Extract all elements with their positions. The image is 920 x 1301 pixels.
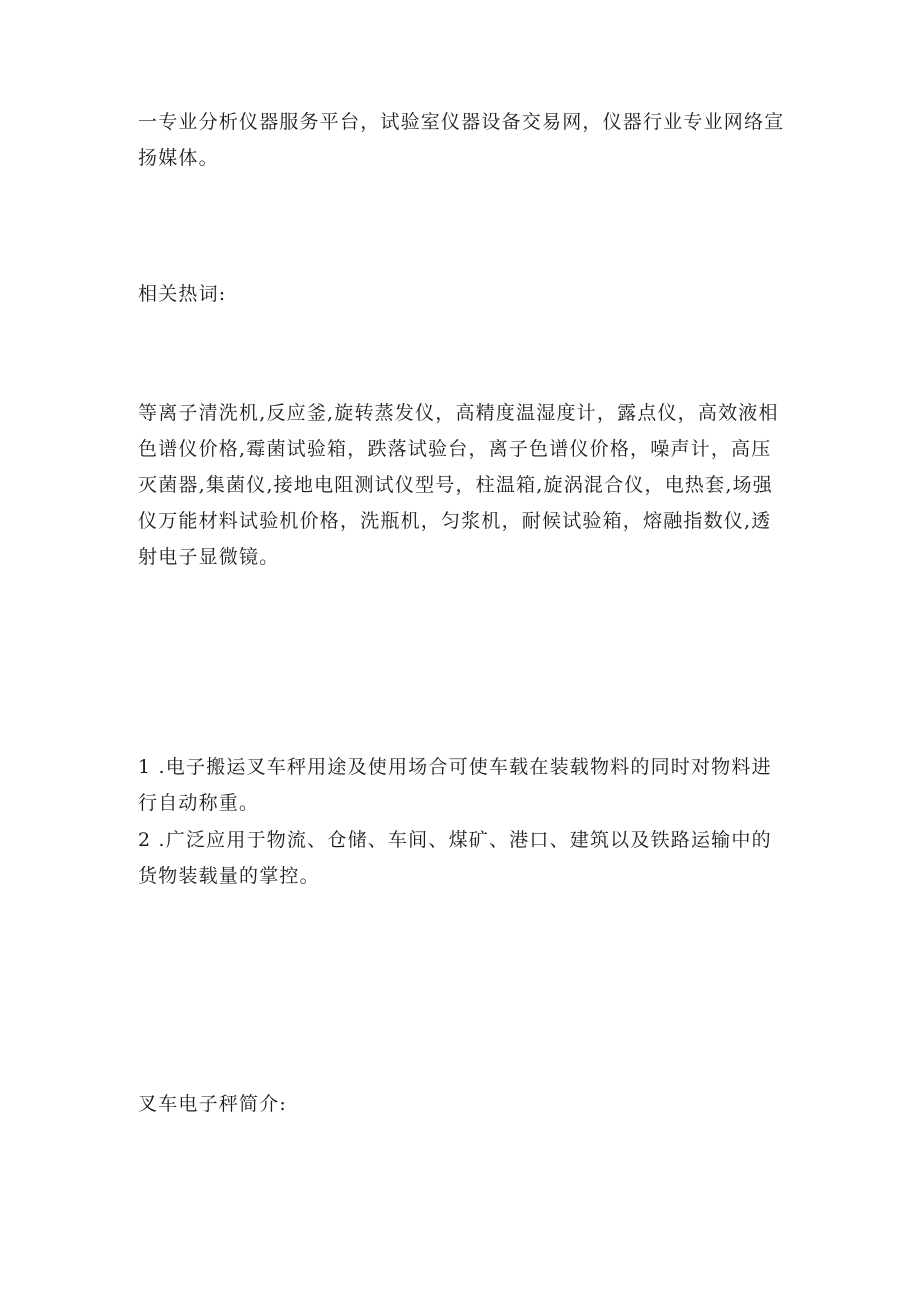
intro-paragraph: 一专业分析仪器服务平台，试验室仪器设备交易网，仪器行业专业网络宣扬媒体。 — [138, 111, 785, 169]
section-title: 叉车电子秤简介: — [138, 1093, 288, 1115]
hot-words-paragraph: 等离子清洗机,反应釜,旋转蒸发仪，高精度温湿度计，露点仪，高效液相色谱仪价格,霉菌试验箱，跌落试验台，离子色谱仪价格，噪声计，高压灭菌器,集菌仪,接地电阻测试仪型号，柱温箱,旋涡混合仪，电热套,场强仪万能材料试验机价格，洗瓶机，匀浆机，耐候试验箱，熔融指数仪,透射电子显微镜。 — [138, 402, 779, 568]
hot-words-label: 相关热词: — [138, 283, 227, 305]
list-item: 2 .广泛应用于物流、仓储、车间、煤矿、港口、建筑以及铁路运输中的货物装载量的掌控。 — [138, 829, 772, 887]
list-item: 1 .电子搬运叉车秤用途及使用场合可使车载在装载物料的同时对物料进行自动称重。 — [138, 756, 772, 814]
